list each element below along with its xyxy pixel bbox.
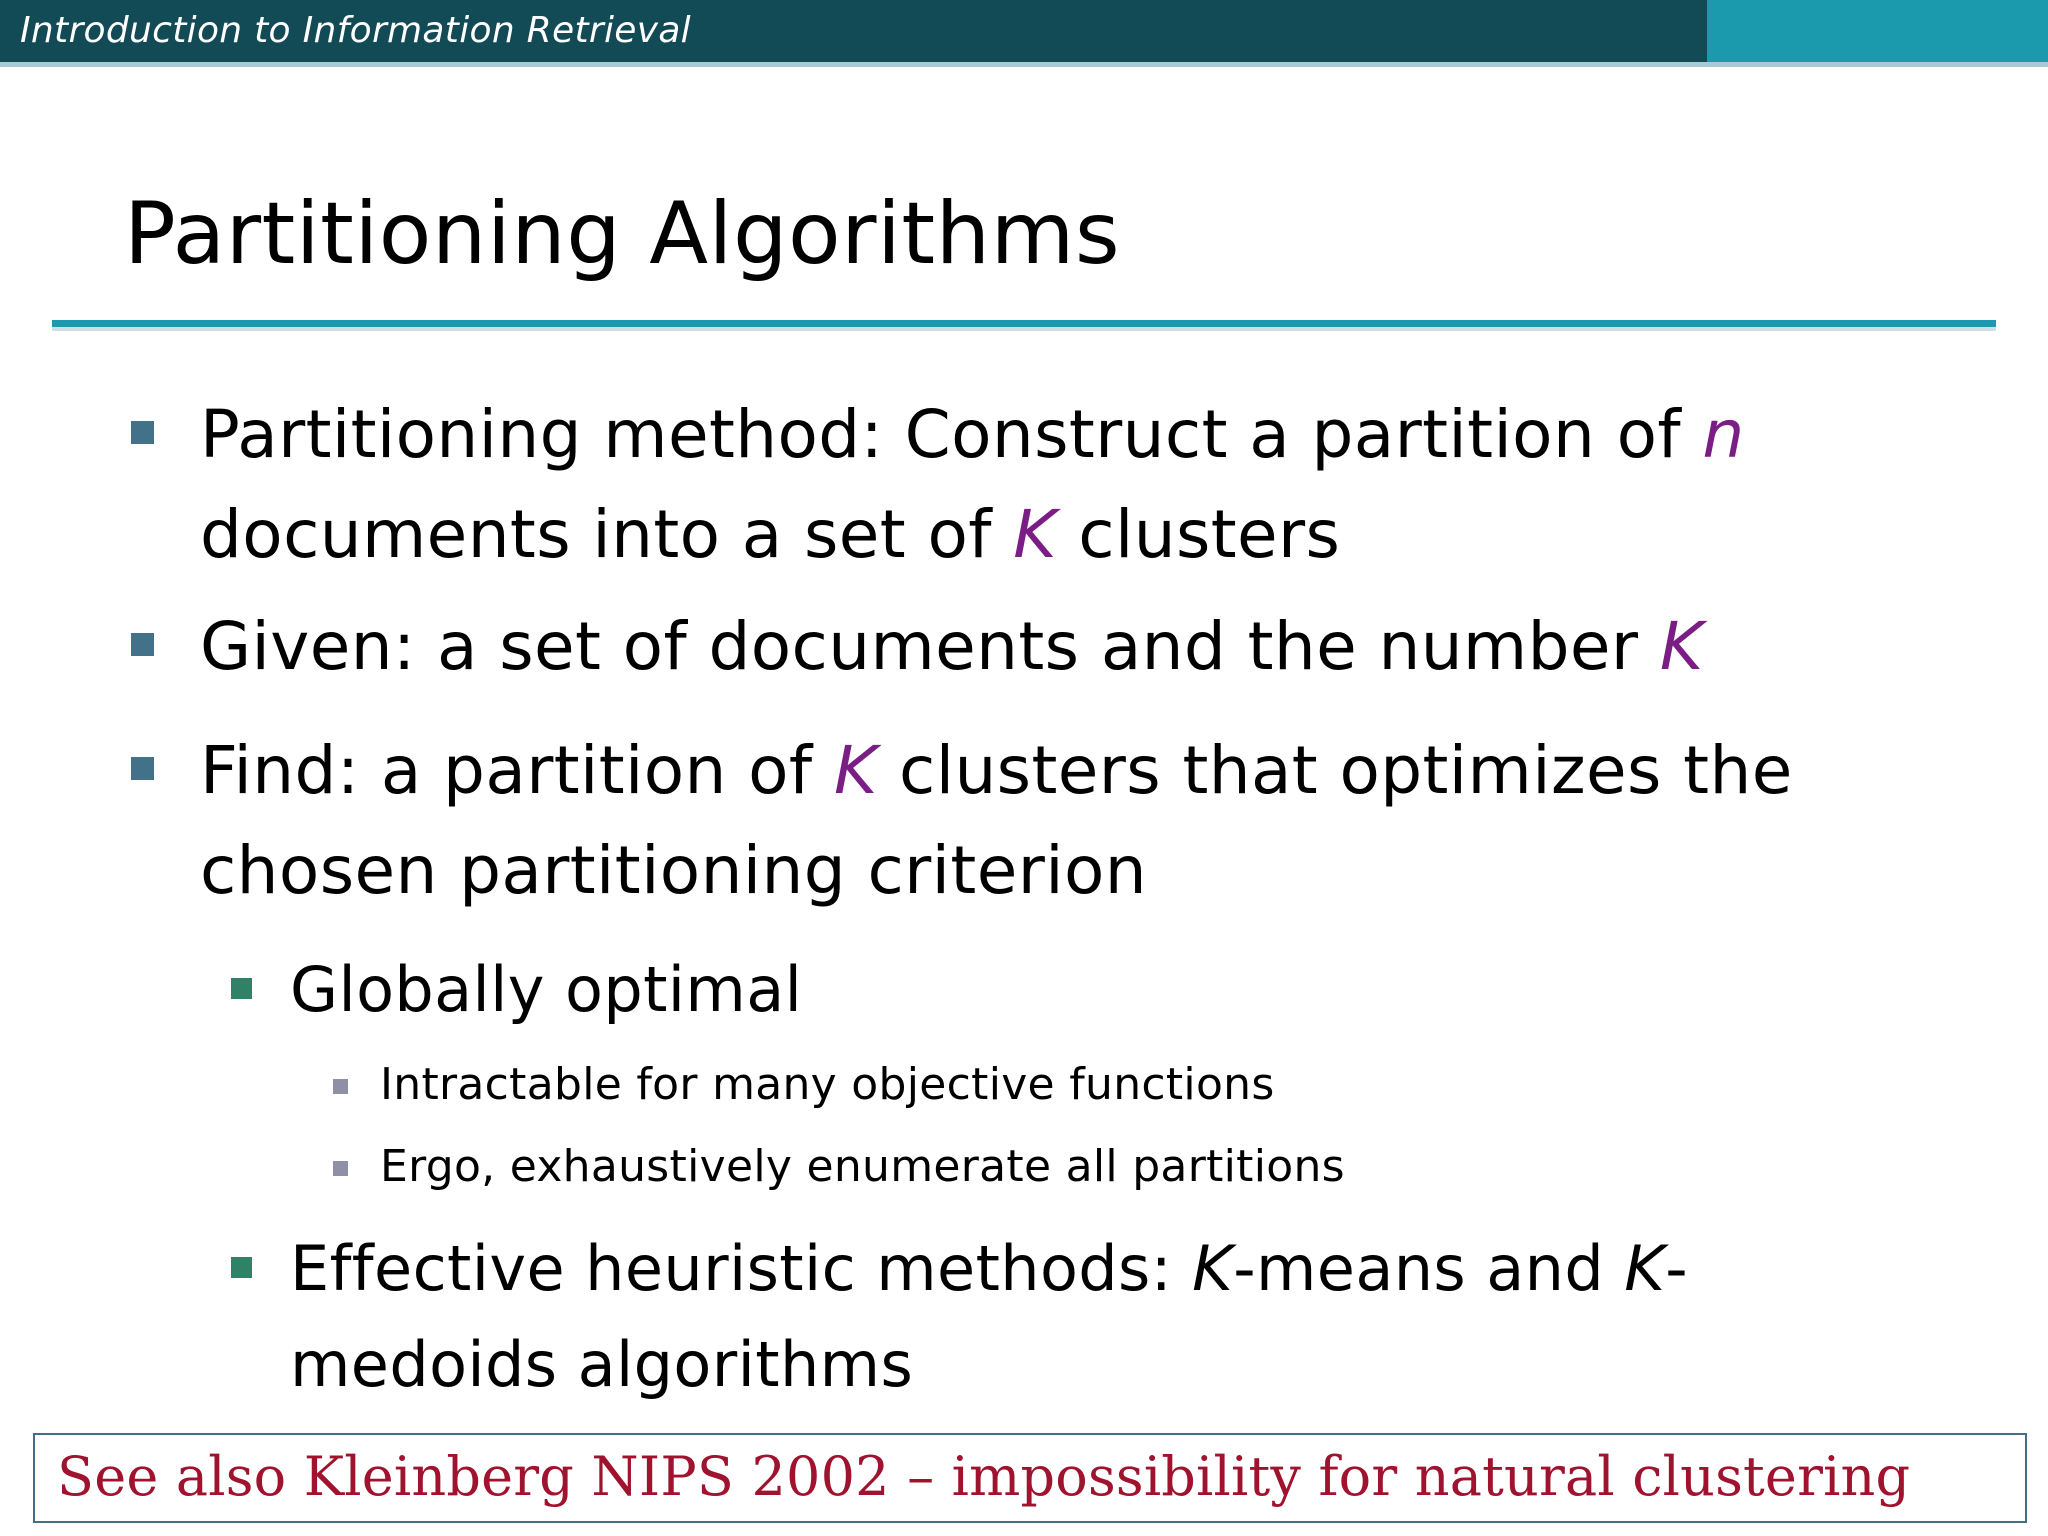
- bullet-marker-square: [333, 1079, 348, 1094]
- italic-k: K: [1192, 1232, 1234, 1305]
- course-title: Introduction to Information Retrieval: [20, 10, 691, 51]
- variable-k: K: [1013, 496, 1057, 573]
- bullet-text: Ergo, exhaustively enumerate all partitions: [380, 1141, 1345, 1192]
- bullet-marker-square: [131, 757, 154, 780]
- sub-bullet-globally-optimal: [290, 942, 1790, 1038]
- slide-title: Partitioning Algorithms: [124, 184, 1121, 284]
- bullet-given: [200, 597, 1900, 697]
- reference-box: [33, 1433, 2027, 1523]
- bullet-find: [200, 721, 1900, 921]
- sub-sub-bullet-ergo: [380, 1137, 1780, 1197]
- bullet-text: Globally optimal: [290, 953, 803, 1026]
- sub-sub-bullet-intractable: [380, 1055, 1780, 1115]
- bullet-marker-square: [231, 1257, 252, 1278]
- bullet-text: clusters that optimizes the chosen partitioning criterion: [200, 732, 1793, 909]
- bullet-text: Given: a set of documents and the number: [200, 608, 1660, 685]
- bullet-text: Intractable for many objective functions: [380, 1059, 1275, 1110]
- bullet-text: -medoids algorithms: [290, 1232, 1689, 1401]
- header-underline: [0, 62, 2048, 67]
- variable-k: K: [833, 732, 878, 809]
- title-divider: [52, 320, 1996, 327]
- title-divider-shadow: [52, 327, 1996, 331]
- header-accent-block: [1707, 0, 2048, 62]
- variable-k: K: [1659, 608, 1704, 685]
- bullet-marker-square: [333, 1161, 348, 1176]
- sub-bullet-heuristic-methods: [290, 1221, 1790, 1413]
- italic-k: K: [1624, 1232, 1666, 1305]
- bullet-text: -means and: [1233, 1232, 1625, 1305]
- bullet-text: documents into a set of: [200, 496, 1014, 573]
- bullet-marker-square: [231, 978, 252, 999]
- bullet-text: Effective heuristic methods:: [290, 1232, 1193, 1305]
- bullet-text: clusters: [1056, 496, 1341, 573]
- bullet-text: Find: a partition of: [200, 732, 834, 809]
- reference-text: See also Kleinberg NIPS 2002 – impossibility for natural clustering: [57, 1445, 1911, 1508]
- bullet-text: Partitioning method: Construct a partition of: [200, 396, 1703, 473]
- bullet-marker-square: [131, 421, 154, 444]
- variable-n: n: [1702, 396, 1745, 473]
- bullet-partitioning-method: [200, 385, 1900, 585]
- bullet-marker-square: [131, 633, 154, 656]
